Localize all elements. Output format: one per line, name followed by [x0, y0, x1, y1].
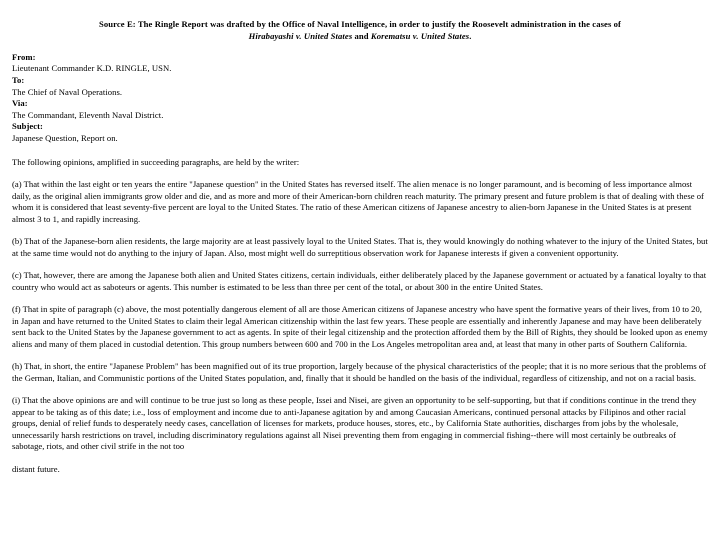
source-header-prefix: Source E: The Ringle Report was drafted by the Office of Naval Intelligence, in order to justify the Roosevelt administration in the cases of — [98, 19, 622, 29]
closing-fragment: distant future. — [12, 463, 60, 474]
from-label: From: — [12, 51, 36, 62]
opinion-paragraph-i: (i) That the above opinions are and will continue to be true just so long as these people, Issei and Nisei, are given an opportunity to be self-supporting, but that if conditions continue in the trend they appear to be taking as of this date; i.e., loss of employment and income due to anti-Japanese agitation by and among Caucasian Americans, continued personal attacks by Filipinos and other racial groups, denial of relief funds to desperately needy cases, cancellation of licenses for markets, produce houses, stores, etc., by California State authorities, discharges from jobs by the wholesale, unnecessarily harsh restrictions on travel, including discriminatory regulations against all Nisei preventing them from engaging in commercial fishing--there will most certainly be outbreaks of sabotage, riots, and other civil strife in the not too — [12, 395, 697, 452]
opinion-paragraph-a: (a) That within the last eight or ten years the entire "Japanese question" in the United States has reversed itself. The alien menace is no longer paramount, and is becoming of less importance almost daily, as the original alien immigrants grow older and die, and as more and more of their American-born children reach maturity. The primary present and future problem is that of dealing with these of whom it is considered that least seventy-five percent are loyal to the United States. The ratio of these American citizens of Japanese ancestry to alien-born Japanese in the United States is at present almost 3 to 1, and rapidly increasing. — [12, 179, 704, 224]
subject-value: Japanese Question, Report on. — [12, 132, 118, 143]
case-citation-hirabayashi: Hirabayashi v. United States — [248, 31, 353, 42]
opinion-paragraph-b: (b) That of the Japanese-born alien residents, the large majority are at least passively loyal to the United States. That is, they would knowingly do nothing whatever to the injury of the United States, but at the same time would not do anything to the injury of Japan. Also, most might well do surreptitious observation work for Japanese interests if given a convenient opportunity. — [12, 236, 708, 258]
from-value: Lieutenant Commander K.D. RINGLE, USN. — [12, 63, 172, 74]
opinion-paragraph-h: (h) That, in short, the entire "Japanese Problem" has been magnified out of its true proportion, largely because of the physical characteristics of the people; that it is no more serious that the problems of the German, Italian, and Communistic portions of the United States population, and, finally that it should be handled on the basis of the individual, regardless of citizenship, and not on a racial basis. — [12, 361, 707, 383]
source-header-suffix: . — [469, 31, 472, 42]
source-header-conjunction: and — [352, 31, 371, 42]
intro-paragraph: The following opinions, amplified in succeeding paragraphs, are held by the writer: — [12, 156, 300, 167]
opinion-paragraph-f: (f) That in spite of paragraph (c) above, the most potentially dangerous element of all are those American citizens of Japanese ancestry who have spent the formative years of their lives, from 10 to 20, in Japan and have returned to the United States to claim their legal American citizenship within the last few years. These people are essentially and inherently Japanese and may have been deliberately sent back to the United States by the Japanese government to act as agents. In spite of their legal citizenship and the protection afforded them by the Bill of Rights, they should be looked upon as enemy aliens and many of them placed in custodial detention. This group numbers between 600 and 700 in the Los Angeles metropolitan area and, at least that many in other parts of Southern California. — [12, 304, 708, 349]
via-value: The Commandant, Eleventh Naval District. — [12, 109, 164, 120]
to-value: The Chief of Naval Operations. — [12, 86, 123, 97]
source-header — [80, 18, 640, 43]
memo-letterhead — [12, 52, 708, 145]
via-label: Via: — [12, 98, 28, 109]
to-label: To: — [12, 75, 25, 85]
case-citation-korematsu: Korematsu v. United States — [370, 31, 470, 42]
subject-label: Subject: — [12, 121, 43, 132]
opinion-paragraph-c: (c) That, however, there are among the Japanese both alien and United States citizens, certain individuals, either deliberately placed by the Japanese government or actuated by a fanatical loyalty to that country who would act as saboteurs or agents. This number is estimated to be less than three per cent of the total, or about 300 in the entire United States. — [12, 270, 707, 292]
